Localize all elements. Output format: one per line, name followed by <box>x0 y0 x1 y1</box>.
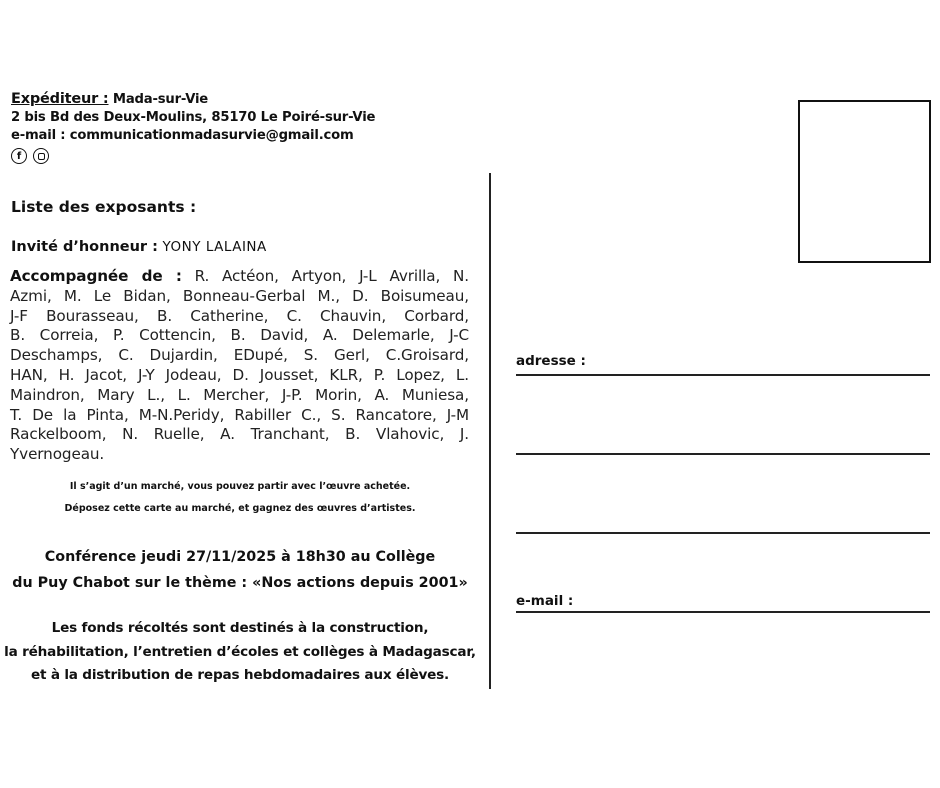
list-line: Azmi, M. Le Bidan, Bonneau-Gerbal M., D. Boisumeau, <box>10 286 469 305</box>
exhibitors-list <box>10 267 469 465</box>
list-line: HAN, H. Jacot, J-Y Jodeau, D. Jousset, KLR, P. Lopez, L. <box>10 365 469 384</box>
funds-line: la réhabilitation, l’entretien d’écoles et collèges à Madagascar, <box>4 643 476 660</box>
exhibitors-title: Liste des exposants : <box>11 198 197 216</box>
address-line <box>516 453 930 455</box>
sender-name: Mada-sur-Vie <box>112 92 209 107</box>
guest-name: YONY LALAINA <box>162 239 267 255</box>
guest-of-honor <box>11 239 267 255</box>
list-line: J-F Bourasseau, B. Catherine, C. Chauvin, Corbard, <box>10 306 469 325</box>
stamp-box <box>798 100 931 263</box>
market-note: Il s’agit d’un marché, vous pouvez partir avec l’œuvre achetée. <box>69 481 411 492</box>
list-line <box>10 267 469 287</box>
address-label: adresse : <box>516 353 586 369</box>
sender-address: 2 bis Bd des Deux-Moulins, 85170 Le Poiré-sur-Vie <box>11 110 376 125</box>
sender-label: Expéditeur : <box>11 91 109 107</box>
conference-line: du Puy Chabot sur le thème : «Nos actions depuis 2001» <box>12 575 468 591</box>
funds-line: Les fonds récoltés sont destinés à la construction, <box>51 620 429 636</box>
center-divider <box>489 173 491 689</box>
list-line: Rackelboom, N. Ruelle, A. Tranchant, B. Vlahovic, J. <box>10 425 469 444</box>
email-label: e-mail : <box>516 593 574 609</box>
accompanied-label: Accompagnée de : <box>10 267 182 285</box>
social-icons <box>11 148 49 164</box>
list-line: T. De la Pinta, M-N.Peridy, Rabiller C., S. Rancatore, J-M <box>10 405 469 424</box>
drop-card-note: Déposez cette carte au marché, et gagnez des œuvres d’artistes. <box>64 503 416 514</box>
conference-info <box>0 544 480 596</box>
list-text: R. Actéon, Artyon, J-L Avrilla, N. <box>181 267 469 285</box>
sender-email: e-mail : communicationmadasurvie@gmail.com <box>11 128 354 143</box>
address-line <box>516 374 930 376</box>
email-line <box>516 611 930 613</box>
list-line: Maindron, Mary L., L. Mercher, J-P. Morin, A. Muniesa, <box>10 385 469 404</box>
list-line: B. Correia, P. Cottencin, B. David, A. Delemarle, J-C <box>10 326 469 345</box>
funds-line: et à la distribution de repas hebdomadaires aux élèves. <box>30 667 450 683</box>
funds-info <box>0 617 480 688</box>
instagram-icon <box>33 148 49 164</box>
sender-block <box>11 90 375 145</box>
guest-label: Invité d’honneur : <box>11 239 158 255</box>
list-line: Yvernogeau. <box>10 445 105 464</box>
facebook-icon: f <box>11 148 27 164</box>
conference-line: Conférence jeudi 27/11/2025 à 18h30 au Collège <box>44 549 436 565</box>
list-line: Deschamps, C. Dujardin, EDupé, S. Gerl, C.Groisard, <box>10 346 469 365</box>
address-line <box>516 532 930 534</box>
